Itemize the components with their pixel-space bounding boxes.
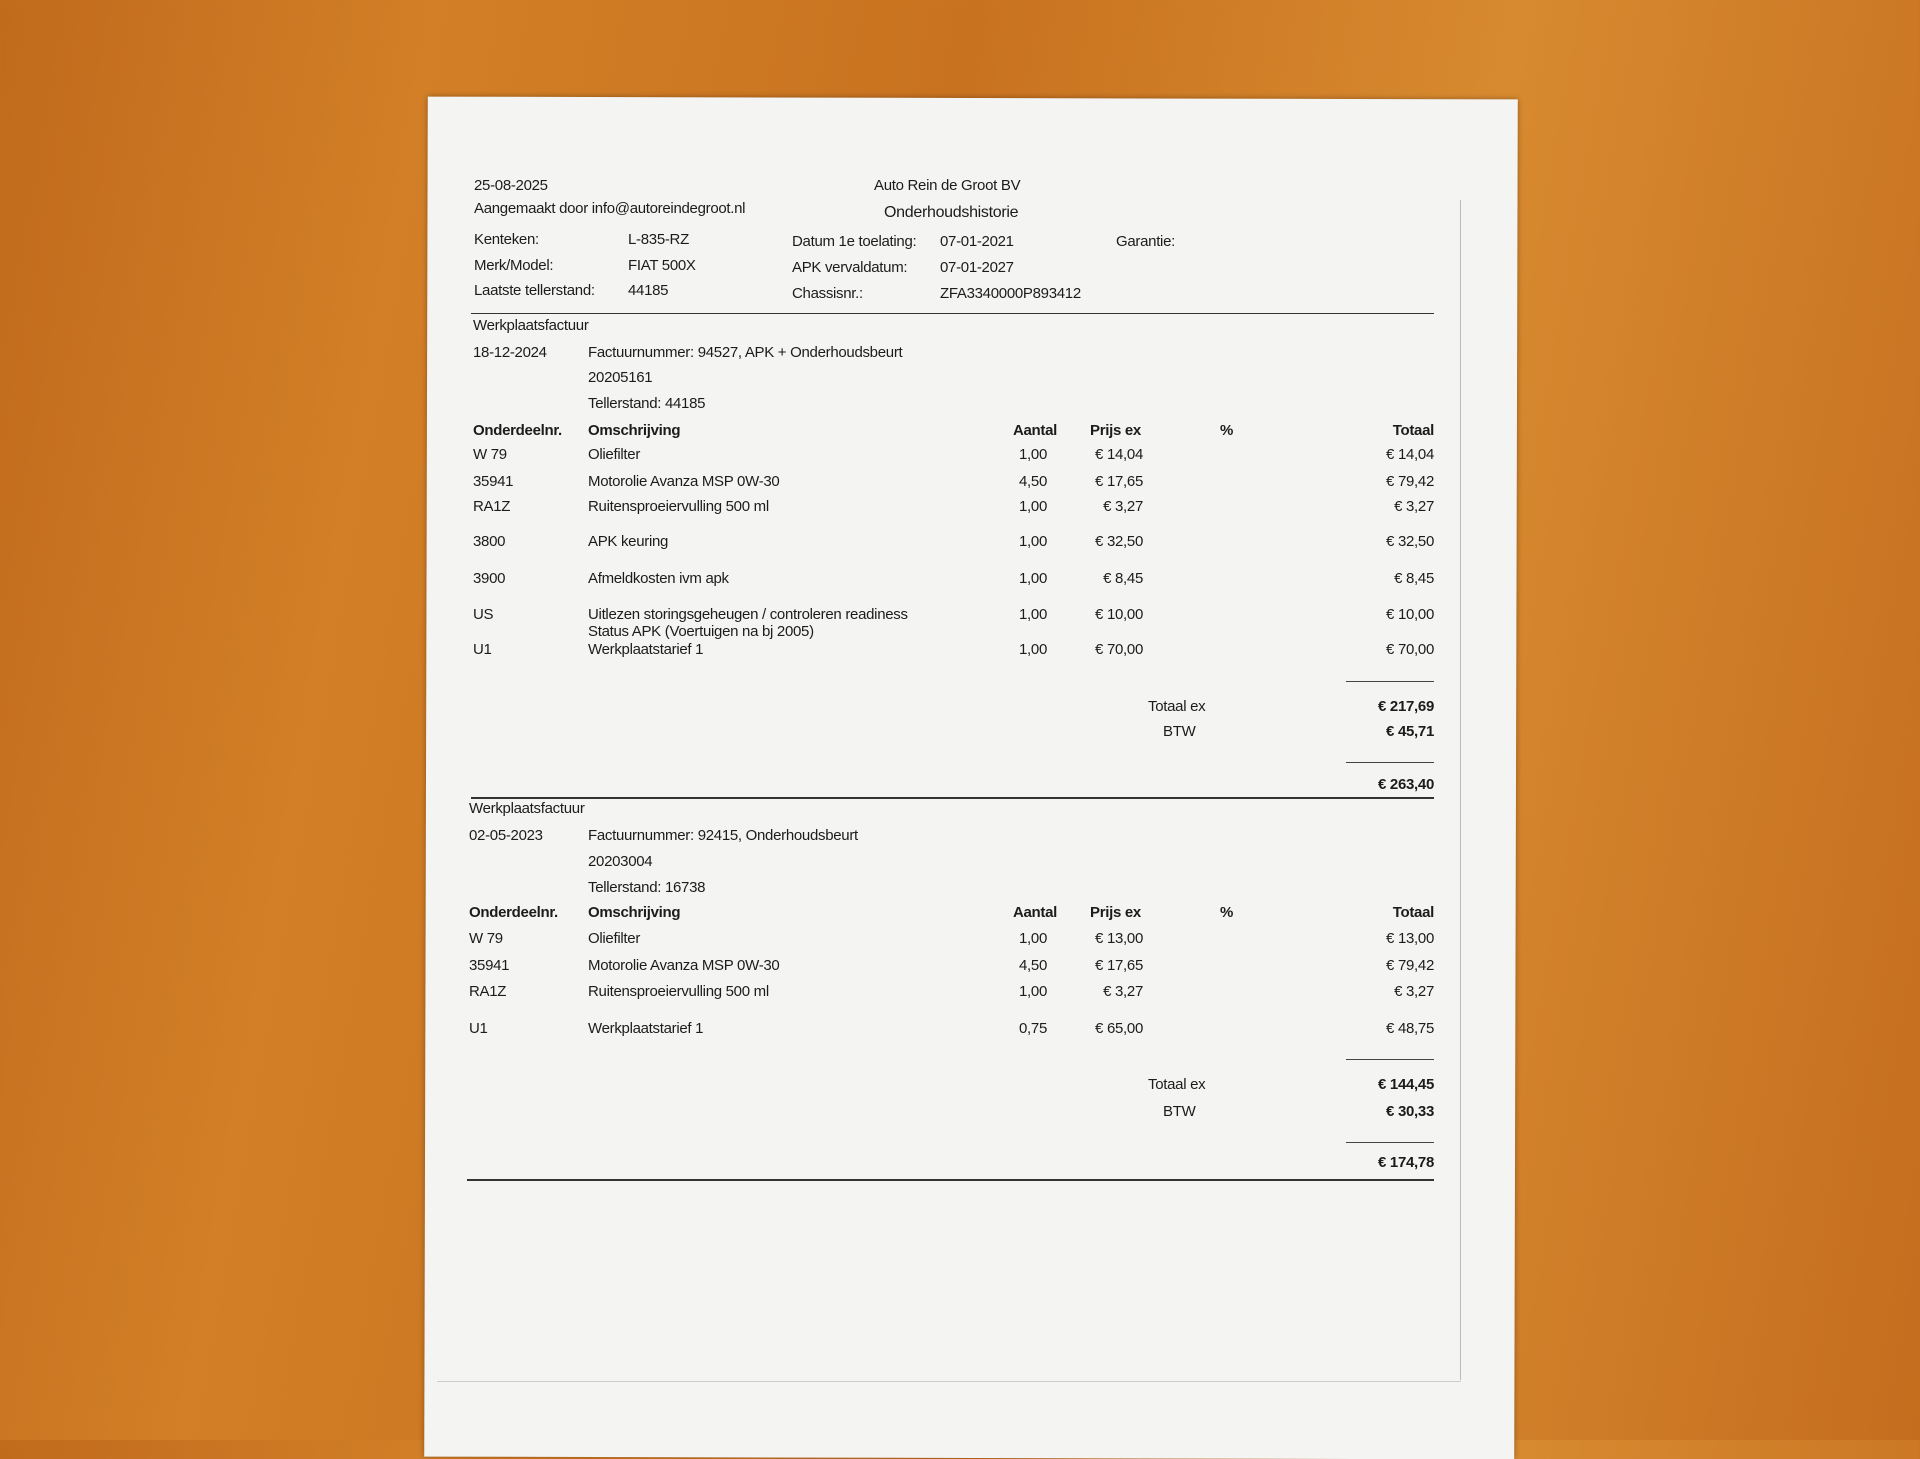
total-line <box>1346 762 1434 763</box>
column-header-total: Totaal <box>1392 422 1434 439</box>
row-description: Afmeldkosten ivm apk <box>588 570 729 587</box>
apk-label: APK vervaldatum: <box>792 259 908 276</box>
row-price: € 13,00 <box>1095 930 1143 947</box>
row-price: € 3,27 <box>1103 983 1143 1000</box>
column-header-description: Omschrijving <box>588 904 681 921</box>
row-description: Oliefilter <box>588 446 641 463</box>
invoice-date: 02-05-2023 <box>469 827 543 844</box>
print-date: 25-08-2025 <box>474 177 548 194</box>
row-price: € 17,65 <box>1095 473 1143 490</box>
row-price: € 10,00 <box>1095 606 1143 623</box>
row-quantity: 1,00 <box>1019 498 1047 515</box>
totaal-ex-value: € 217,69 <box>1378 698 1434 715</box>
row-quantity: 1,00 <box>1019 606 1047 623</box>
row-total: € 48,75 <box>1386 1020 1434 1037</box>
totaal-ex-label: Totaal ex <box>1148 1076 1206 1093</box>
column-header-percent: % <box>1220 422 1234 439</box>
row-description: Oliefilter <box>588 930 641 947</box>
row-total: € 14,04 <box>1386 446 1434 463</box>
row-total: € 70,00 <box>1386 641 1434 658</box>
row-quantity: 1,00 <box>1019 930 1047 947</box>
datum-value: 07-01-2021 <box>940 233 1014 250</box>
invoice-total: € 174,78 <box>1378 1154 1434 1171</box>
page-footer-line <box>437 1381 1461 1382</box>
row-total: € 8,45 <box>1394 570 1434 587</box>
invoice-reference: 20203004 <box>588 853 653 870</box>
row-price: € 14,04 <box>1095 446 1143 463</box>
subtotal-line <box>1346 681 1434 682</box>
row-total: € 3,27 <box>1394 983 1434 1000</box>
chassis-value: ZFA3340000P893412 <box>940 285 1081 302</box>
chassis-label: Chassisnr.: <box>792 285 863 302</box>
row-description: Motorolie Avanza MSP 0W-30 <box>588 957 780 974</box>
invoice-description: Factuurnummer: 92415, Onderhoudsbeurt <box>588 827 858 844</box>
row-description: Ruitensproeiervulling 500 ml <box>588 983 769 1000</box>
row-total: € 3,27 <box>1394 498 1434 515</box>
column-header-quantity: Aantal <box>1012 422 1057 439</box>
column-header-quantity: Aantal <box>1012 904 1057 921</box>
row-quantity: 1,00 <box>1019 570 1047 587</box>
row-quantity: 1,00 <box>1019 983 1047 1000</box>
invoice-heading: Werkplaatsfactuur <box>473 317 589 334</box>
apk-value: 07-01-2027 <box>940 259 1014 276</box>
row-total: € 10,00 <box>1386 606 1434 623</box>
row-total: € 32,50 <box>1386 533 1434 550</box>
subtotal-line <box>1346 1059 1434 1060</box>
row-total: € 13,00 <box>1386 930 1434 947</box>
row-part-number: 3800 <box>473 533 506 550</box>
row-description-continued: Status APK (Voertuigen na bj 2005) <box>588 623 814 640</box>
teller-label: Laatste tellerstand: <box>474 282 595 299</box>
company-name: Auto Rein de Groot BV <box>874 177 1021 194</box>
row-description: Werkplaatstarief 1 <box>588 641 704 658</box>
page-edge <box>1460 200 1461 1380</box>
invoice-reference: 20205161 <box>588 369 653 386</box>
row-part-number: U1 <box>469 1020 488 1037</box>
invoice-heading: Werkplaatsfactuur <box>469 800 585 817</box>
btw-label: BTW <box>1163 723 1196 740</box>
row-quantity: 1,00 <box>1019 641 1047 658</box>
invoice-tellerstand: Tellerstand: 44185 <box>588 395 706 412</box>
invoice-date: 18-12-2024 <box>473 344 547 361</box>
column-header-description: Omschrijving <box>588 422 681 439</box>
row-quantity: 4,50 <box>1019 473 1047 490</box>
kenteken-value: L-835-RZ <box>628 231 689 248</box>
row-quantity: 1,00 <box>1019 533 1047 550</box>
row-part-number: RA1Z <box>469 983 507 1000</box>
totaal-ex-label: Totaal ex <box>1148 698 1206 715</box>
column-header-percent: % <box>1220 904 1234 921</box>
row-description: Werkplaatstarief 1 <box>588 1020 704 1037</box>
document-title: Onderhoudshistorie <box>884 204 1019 221</box>
row-part-number: 35941 <box>469 957 510 974</box>
total-line <box>1346 1142 1434 1143</box>
row-part-number: US <box>473 606 494 623</box>
merk-value: FIAT 500X <box>628 257 696 274</box>
row-quantity: 0,75 <box>1019 1020 1047 1037</box>
invoice-total: € 263,40 <box>1378 776 1434 793</box>
row-description: Motorolie Avanza MSP 0W-30 <box>588 473 780 490</box>
btw-label: BTW <box>1163 1103 1196 1120</box>
column-header-part: Onderdeelnr. <box>469 904 558 921</box>
row-total: € 79,42 <box>1386 473 1434 490</box>
row-price: € 70,00 <box>1095 641 1143 658</box>
btw-value: € 30,33 <box>1386 1103 1434 1120</box>
row-part-number: RA1Z <box>473 498 511 515</box>
row-price: € 17,65 <box>1095 957 1143 974</box>
row-part-number: U1 <box>473 641 492 658</box>
column-header-price: Prijs ex <box>1090 422 1141 439</box>
row-description: Uitlezen storingsgeheugen / controleren readiness <box>588 606 908 623</box>
row-part-number: 3900 <box>473 570 506 587</box>
column-header-price: Prijs ex <box>1090 904 1141 921</box>
datum-label: Datum 1e toelating: <box>792 233 917 250</box>
divider <box>471 313 1434 314</box>
column-header-part: Onderdeelnr. <box>473 422 562 439</box>
column-header-total: Totaal <box>1392 904 1434 921</box>
invoice-divider <box>471 797 1434 799</box>
row-price: € 65,00 <box>1095 1020 1143 1037</box>
row-price: € 8,45 <box>1103 570 1143 587</box>
row-part-number: W 79 <box>473 446 507 463</box>
teller-value: 44185 <box>628 282 669 299</box>
invoice-tellerstand: Tellerstand: 16738 <box>588 879 706 896</box>
btw-value: € 45,71 <box>1386 723 1434 740</box>
invoice-divider <box>467 1179 1434 1181</box>
totaal-ex-value: € 144,45 <box>1378 1076 1434 1093</box>
kenteken-label: Kenteken: <box>474 231 539 248</box>
created-by: Aangemaakt door info@autoreindegroot.nl <box>474 200 746 217</box>
row-price: € 32,50 <box>1095 533 1143 550</box>
row-quantity: 1,00 <box>1019 446 1047 463</box>
row-part-number: W 79 <box>469 930 503 947</box>
row-quantity: 4,50 <box>1019 957 1047 974</box>
invoice-description: Factuurnummer: 94527, APK + Onderhoudsbeurt <box>588 344 903 361</box>
merk-label: Merk/Model: <box>474 257 554 274</box>
garantie-label: Garantie: <box>1116 233 1175 250</box>
row-total: € 79,42 <box>1386 957 1434 974</box>
row-description: Ruitensproeiervulling 500 ml <box>588 498 769 515</box>
row-part-number: 35941 <box>473 473 514 490</box>
row-price: € 3,27 <box>1103 498 1143 515</box>
row-description: APK keuring <box>588 533 669 550</box>
